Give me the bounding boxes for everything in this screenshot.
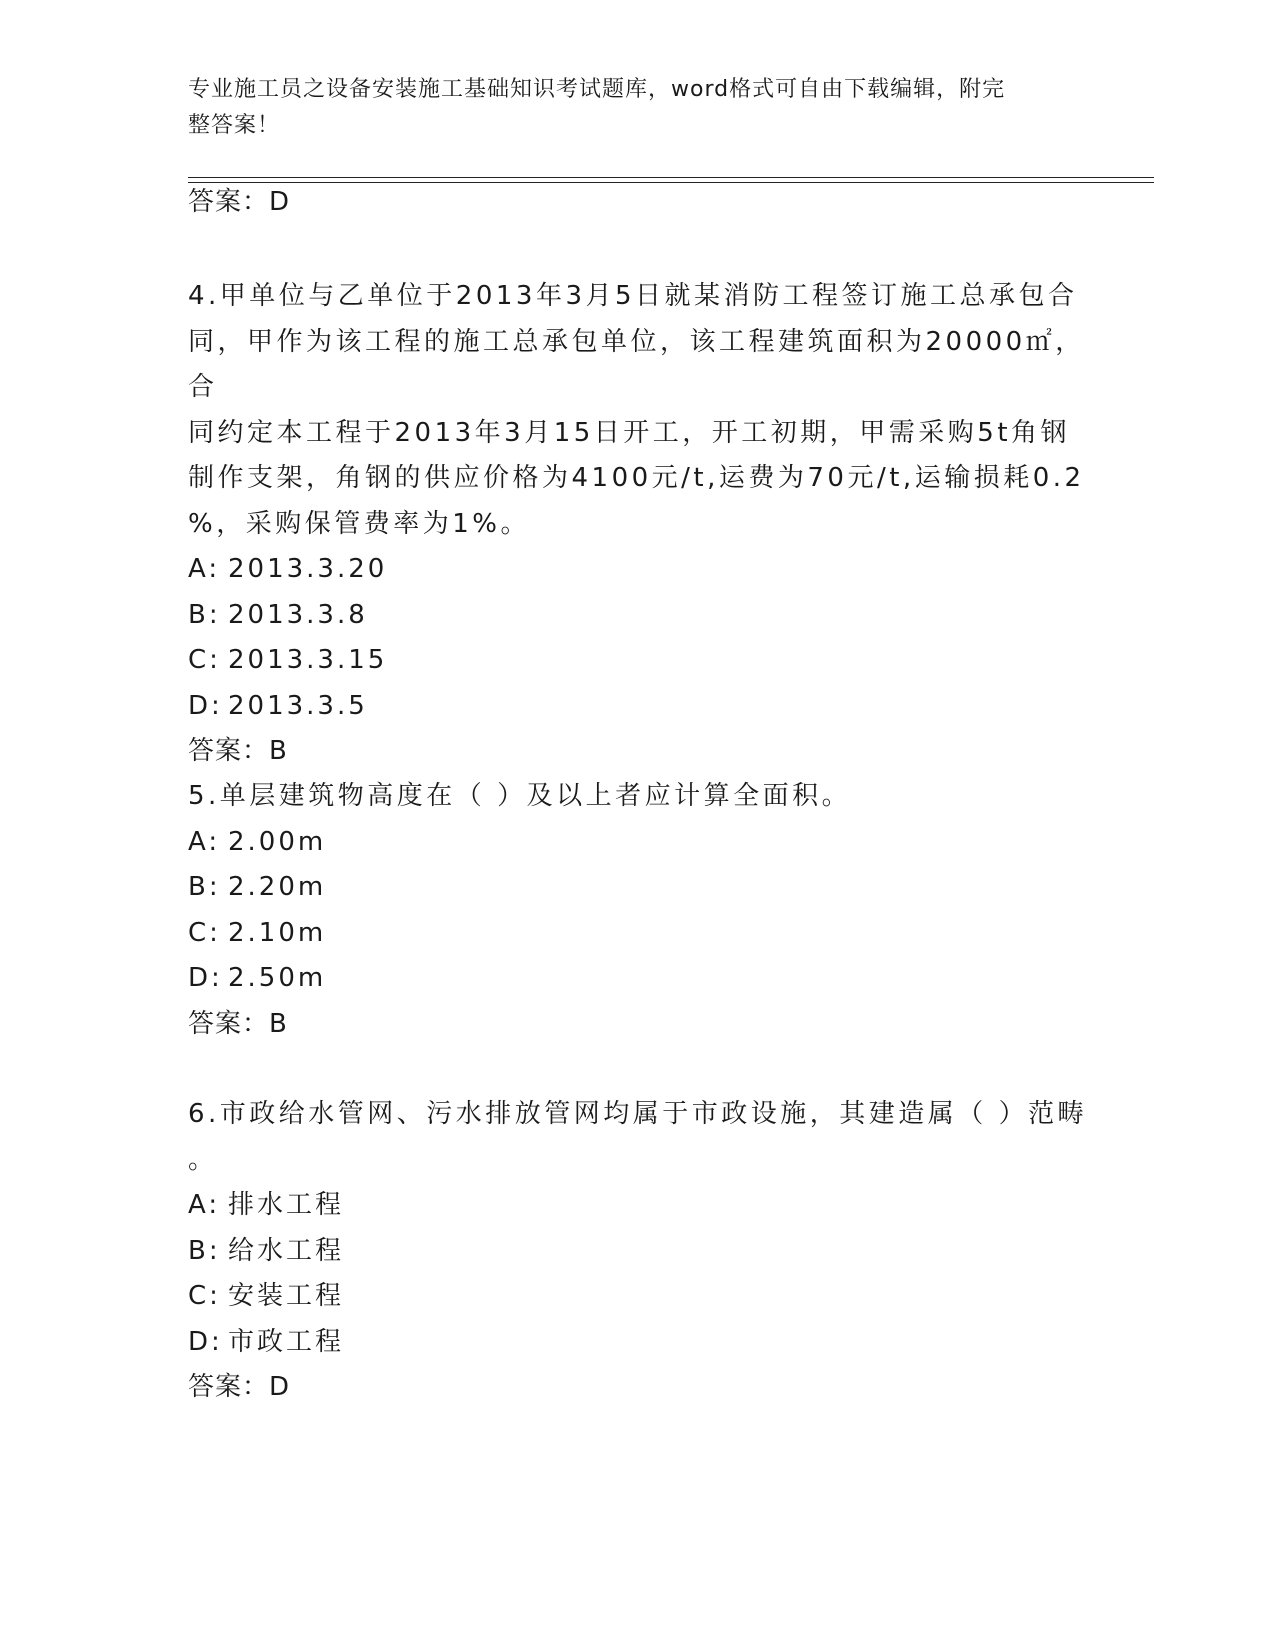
question-4-line: 4.甲单位与乙单位于2013年3月5日就某消防工程签订施工总承包合: [188, 281, 1078, 311]
option-text: 2013.3.20: [228, 554, 388, 584]
header-line-2: 整答案！: [188, 113, 281, 138]
question-6-option-a: [188, 1183, 1088, 1229]
question-5-text: [188, 774, 1088, 820]
option-text: 2.10m: [228, 917, 327, 948]
question-4: [188, 274, 1088, 769]
question-4-line: 同，甲作为该工程的施工总承包单位，该工程建筑面积为20000㎡，合: [188, 326, 1085, 402]
question-6-text: [188, 1092, 1088, 1183]
question-5-option-b: [188, 865, 1088, 911]
question-4-option-b: [188, 593, 1088, 639]
option-label: D:: [188, 963, 223, 993]
question-4-option-c: [188, 638, 1088, 684]
question-5: [188, 774, 1088, 1042]
header-divider-top: [188, 177, 1154, 178]
question-6-line: 6.市政给水管网、污水排放管网均属于市政设施，其建造属（ ）范畴: [188, 1099, 1088, 1129]
option-label: A:: [188, 554, 221, 584]
question-5-answer: 答案：B: [188, 1008, 288, 1039]
option-text: 市政工程: [228, 1326, 345, 1357]
question-6-line: 。: [188, 1144, 218, 1175]
question-4-line: 同约定本工程于2013年3月15日开工，开工初期，甲需采购5t角钢: [188, 417, 1071, 448]
question-5-option-a: [188, 820, 1088, 866]
document-header: [188, 72, 1068, 144]
header-divider-bottom: [188, 182, 1154, 183]
question-5-option-c: [188, 911, 1088, 957]
answer-previous: 答案：D: [188, 187, 291, 217]
option-text: 排水工程: [228, 1190, 345, 1220]
option-label: A:: [188, 826, 221, 857]
question-6-option-d: [188, 1320, 1088, 1366]
option-label: D:: [188, 690, 223, 721]
option-text: 安装工程: [228, 1281, 345, 1311]
option-label: D:: [188, 1326, 223, 1357]
option-text: 2.50m: [228, 963, 327, 993]
option-text: 2.20m: [228, 872, 327, 902]
question-5-line: 5.单层建筑物高度在（ ）及以上者应计算全面积。: [188, 781, 852, 811]
question-4-line: %，采购保管费率为1%。: [188, 508, 530, 539]
question-4-answer: 答案：B: [188, 736, 288, 766]
option-label: C:: [188, 1281, 221, 1311]
question-5-option-d: [188, 956, 1088, 1002]
question-4-option-a: [188, 547, 1088, 593]
option-label: B:: [188, 599, 221, 630]
question-6-answer: 答案：D: [188, 1372, 291, 1402]
option-label: B:: [188, 872, 221, 902]
option-text: 2.00m: [228, 826, 327, 857]
question-4-option-d: [188, 684, 1088, 730]
header-line-1: 专业施工员之设备安装施工基础知识考试题库，word格式可自由下载编辑，附完: [188, 77, 1006, 102]
option-text: 2013.3.8: [228, 599, 368, 630]
question-6-option-c: [188, 1274, 1088, 1320]
question-4-text: [188, 274, 1088, 547]
option-label: C:: [188, 645, 221, 675]
question-6-option-b: [188, 1229, 1088, 1275]
option-label: B:: [188, 1235, 221, 1266]
option-text: 给水工程: [228, 1235, 345, 1266]
question-6: [188, 1092, 1088, 1405]
option-text: 2013.3.15: [228, 645, 388, 675]
option-label: C:: [188, 917, 221, 948]
question-4-line: 制作支架，角钢的供应价格为4100元/t,运费为70元/t,运输损耗0.2: [188, 463, 1085, 493]
option-text: 2013.3.5: [228, 690, 368, 721]
option-label: A:: [188, 1190, 221, 1220]
